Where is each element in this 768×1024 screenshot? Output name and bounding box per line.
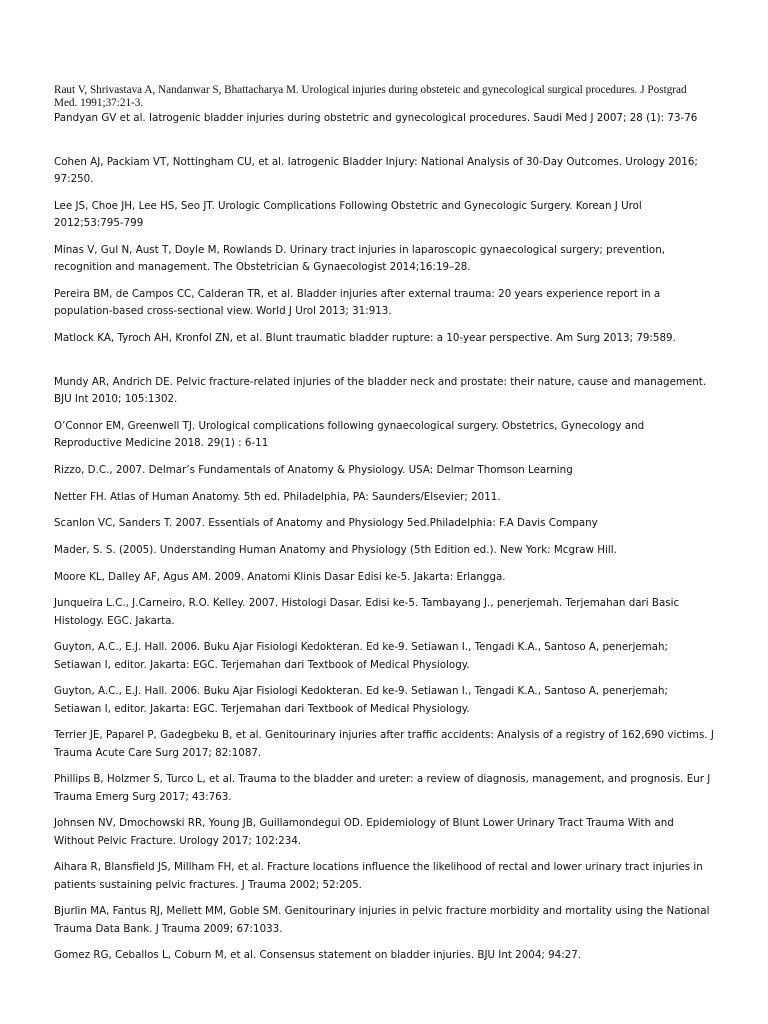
reference-entry: O’Connor EM, Greenwell TJ. Urological complications following gynaecological surgery. Obstetrics, Gynecology and Reproductive Medicine 2018. 29(1) : 6-11 (54, 420, 645, 450)
reference-entry: Guyton, A.C., E.J. Hall. 2006. Buku Ajar Fisiologi Kedokteran. Ed ke-9. Setiawan I., Tengadi K.A., Santoso A, penerjemah; Setiawan I, editor. Jakarta: EGC. Terjemahan dari Textbook of Medical Physiology. (54, 641, 668, 671)
reference-entry: Gomez RG, Ceballos L, Coburn M, et al. Consensus statement on bladder injuries. BJU Int 2004; 94:27. (54, 949, 582, 962)
reference-entry: Raut V, Shrivastava A, Nandanwar S, Bhattacharya M. Urological injuries during obsteteic and gynecological surgical procedures. J Postgrad Med. 1991;37:21-3. (54, 84, 687, 109)
reference-entry: Junqueira L.C., J.Carneiro, R.O. Kelley. 2007. Histologi Dasar. Edisi ke-5. Tambayang J., penerjemah. Terjemahan dari Basic Histology. EGC. Jakarta. (54, 597, 680, 627)
reference-entry: Pandyan GV et al. Iatrogenic bladder injuries during obstetric and gynecological procedures. Saudi Med J 2007; 28 (1): 73-76 (54, 112, 698, 124)
reference-entry: Mader, S. S. (2005). Understanding Human Anatomy and Physiology (5th Edition ed.). New York: Mcgraw Hill. (54, 544, 617, 557)
reference-entry: Guyton, A.C., E.J. Hall. 2006. Buku Ajar Fisiologi Kedokteran. Ed ke-9. Setiawan I., Tengadi K.A., Santoso A, penerjemah; Setiawan I, editor. Jakarta: EGC. Terjemahan dari Textbook of Medical Physiology. (54, 685, 668, 715)
reference-list (54, 110, 714, 974)
reference-entry: Terrier JE, Paparel P, Gadegbeku B, et al. Genitourinary injuries after traffic accidents: Analysis of a registry of 162,690 victims. J Trauma Acute Care Surg 2017; 82:1087. (54, 729, 714, 759)
reference-entry: Lee JS, Choe JH, Lee HS, Seo JT. Urologic Complications Following Obstetric and Gynecologic Surgery. Korean J Urol 2012;53:795-799 (54, 200, 642, 230)
reference-entry: Minas V, Gul N, Aust T, Doyle M, Rowlands D. Urinary tract injuries in laparoscopic gynaecological surgery; prevention, recognition and management. The Obstetrician & Gynaecologist 2014;16:19–28. (54, 244, 665, 274)
reference-entry: Bjurlin MA, Fantus RJ, Mellett MM, Goble SM. Genitourinary injuries in pelvic fracture morbidity and mortality using the National Trauma Data Bank. J Trauma 2009; 67:1033. (54, 905, 710, 935)
reference-entry: Moore KL, Dalley AF, Agus AM. 2009. Anatomi Klinis Dasar Edisi ke-5. Jakarta: Erlangga. (54, 570, 506, 583)
reference-entry: Rizzo, D.C., 2007. Delmar’s Fundamentals of Anatomy & Physiology. USA: Delmar Thomson Learning (54, 464, 573, 476)
reference-entry: Cohen AJ, Packiam VT, Nottingham CU, et al. Iatrogenic Bladder Injury: National Analysis of 30-Day Outcomes. Urology 2016; 97:250. (54, 156, 698, 186)
reference-entry: Pereira BM, de Campos CC, Calderan TR, et al. Bladder injuries after external trauma: 20 years experience report in a population-based cross-sectional view. World J Urol 2013; 31:913. (54, 288, 661, 318)
reference-entry: Netter FH. Atlas of Human Anatomy. 5th ed. Philadelphia, PA: Saunders/Elsevier; 2011. (54, 490, 501, 503)
reference-entry: Johnsen NV, Dmochowski RR, Young JB, Guillamondegui OD. Epidemiology of Blunt Lower Urinary Tract Trauma With and Without Pelvic Fracture. Urology 2017; 102:234. (54, 817, 674, 847)
reference-entry: Phillips B, Holzmer S, Turco L, et al. Trauma to the bladder and ureter: a review of diagnosis, management, and prognosis. Eur J Trauma Emerg Surg 2017; 43:763. (54, 773, 711, 803)
reference-entry: Scanlon VC, Sanders T. 2007. Essentials of Anatomy and Physiology 5ed.Philadelphia: F.A Davis Company (54, 517, 598, 530)
reference-entry: Matlock KA, Tyroch AH, Kronfol ZN, et al. Blunt traumatic bladder rupture: a 10-year perspective. Am Surg 2013; 79:589. (54, 332, 676, 344)
reference-entry: Mundy AR, Andrich DE. Pelvic fracture-related injuries of the bladder neck and prostate: their nature, cause and management. BJU Int 2010; 105:1302. (54, 376, 707, 406)
reference-entry: Aihara R, Blansfield JS, Millham FH, et al. Fracture locations influence the likelihood of rectal and lower urinary tract injuries in patients sustaining pelvic fractures. J Trauma 2002; 52:205. (54, 861, 703, 891)
